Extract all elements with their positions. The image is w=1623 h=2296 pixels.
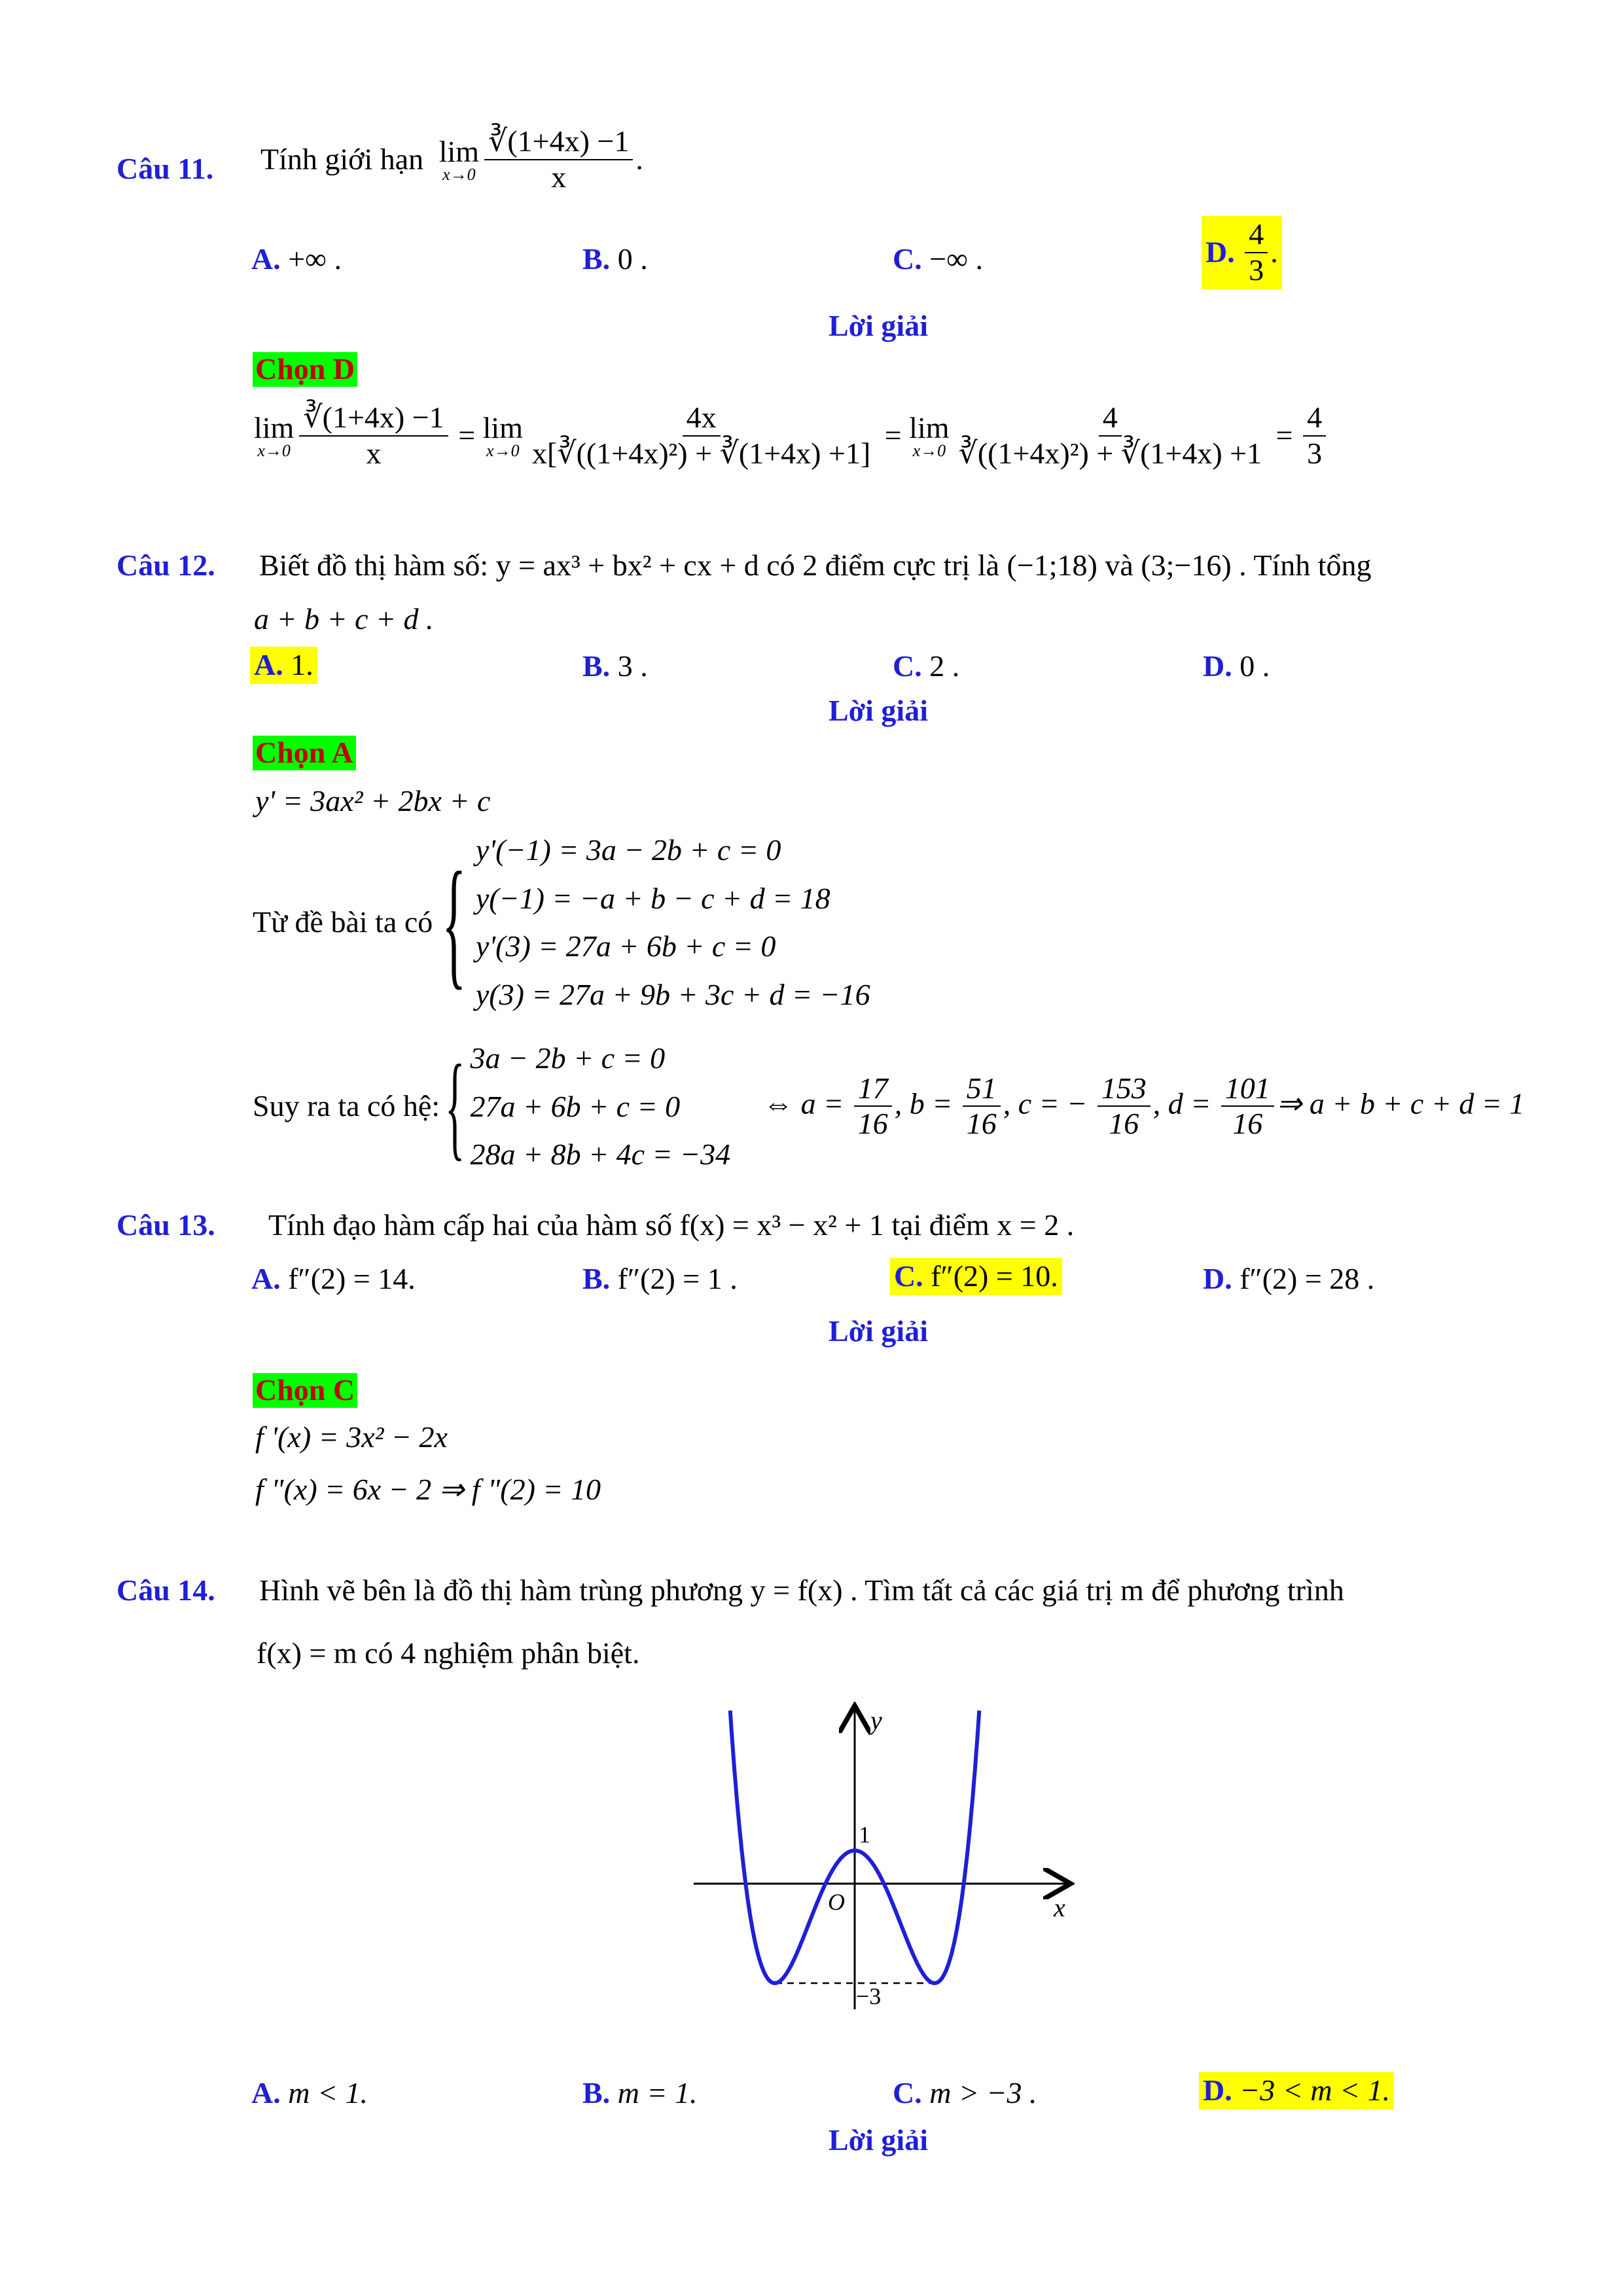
q14-option-c-text: m > −3 . xyxy=(929,2076,1037,2109)
q13-line1: f '(x) = 3x² − 2x xyxy=(255,1420,448,1454)
q14-y-label: y xyxy=(870,1706,882,1735)
q14-option-a-label: A. xyxy=(251,2076,281,2109)
q13-option-c[interactable] xyxy=(890,1258,1062,1295)
q11-stem-text: Tính giới hạn xyxy=(260,142,424,176)
q12-system2-block xyxy=(253,1034,1524,1179)
q14-loi-giai: Lời giải xyxy=(829,2123,928,2157)
q13-option-d-text: f″(2) = 28 . xyxy=(1240,1262,1375,1295)
q12-system2-eq1: 3a − 2b + c = 0 xyxy=(470,1041,666,1075)
q12-option-b-label: B. xyxy=(582,649,611,683)
q11-sol-lim-1: lim x→0 xyxy=(254,410,294,461)
q14-option-a-text: m < 1. xyxy=(288,2076,368,2109)
q14-stem-line1: Hình vẽ bên là đồ thị hàm trùng phương y = f(x) . Tìm tất cả các giá trị m để phương trình xyxy=(259,1573,1344,1607)
q12-system1-eq2: y(−1) = −a + b − c + d = 18 xyxy=(475,881,830,915)
q12-system2-eq2: 27a + 6b + c = 0 xyxy=(470,1089,681,1123)
q13-option-a-text: f″(2) = 14. xyxy=(288,1262,416,1295)
q12-option-b[interactable] xyxy=(582,649,648,684)
q12-system2 xyxy=(471,1034,731,1179)
q11-option-b[interactable] xyxy=(582,242,648,277)
q14-option-b-label: B. xyxy=(582,2076,611,2109)
q11-stem: Tính giới hạn lim x→0 $\frac{∛(1+4x) -1}{x}$ . xyxy=(260,124,643,194)
q13-option-b[interactable] xyxy=(582,1262,738,1297)
q11-option-d-num: 4 xyxy=(1245,217,1268,253)
q14-option-c-label: C. xyxy=(893,2076,922,2109)
q14-max-label: 1 xyxy=(859,1821,870,1848)
q11-loi-giai: Lời giải xyxy=(829,309,928,342)
q11-option-b-label: B. xyxy=(582,242,611,276)
q12-system1-eq1: y'(−1) = 3a − 2b + c = 0 xyxy=(475,833,781,867)
q14-option-a[interactable] xyxy=(251,2076,368,2111)
q12-option-b-text: 3 . xyxy=(617,649,648,683)
q12-system1-block xyxy=(253,826,870,1018)
q11-option-c[interactable] xyxy=(893,242,983,277)
q12-option-a-label: A. xyxy=(254,648,283,681)
q11-lim: lim x→0 xyxy=(438,134,480,185)
q12-option-d-label: D. xyxy=(1203,649,1232,683)
q11-option-d-den: 3 xyxy=(1249,253,1264,287)
q13-option-a-label: A. xyxy=(251,1262,281,1295)
q12-tu-de: Từ đề bài ta có xyxy=(253,905,433,939)
q11-fraction-den: x xyxy=(551,160,567,194)
q12-system1-eq3: y'(3) = 27a + 6b + c = 0 xyxy=(475,929,776,963)
q12-option-d[interactable] xyxy=(1203,649,1270,684)
q12-system2-eq3: 28a + 8b + 4c = −34 xyxy=(470,1138,731,1172)
q11-fraction-num: ∛(1+4x) −1 xyxy=(484,124,633,160)
q11-option-a[interactable] xyxy=(251,242,342,277)
q11-fraction xyxy=(484,124,633,195)
q12-result: ⇔ a = $\frac{17}{16}$ , b = $\frac{51}{16}$ , c = − $\frac{153}{16}$ , d = $\frac{101}{16}$ ⇒ a + b + c + d = 1 xyxy=(763,1071,1525,1141)
q12-option-a[interactable] xyxy=(250,647,317,684)
q12-derivative: y' = 3ax² + 2bx + c xyxy=(255,784,491,817)
q14-graph xyxy=(681,1702,1099,2068)
q12-system1-brace: { xyxy=(442,842,467,1003)
q11-option-b-text: 0 . xyxy=(617,242,648,276)
q13-option-b-label: B. xyxy=(582,1262,611,1295)
q12-option-c-text: 2 . xyxy=(929,649,960,683)
q12-option-c[interactable] xyxy=(893,649,959,684)
q12-loi-giai: Lời giải xyxy=(829,694,928,727)
q11-option-a-label: A. xyxy=(251,242,281,276)
q13-line2: f "(x) = 6x − 2 ⇒ f "(2) = 10 xyxy=(255,1473,601,1506)
q14-option-b[interactable] xyxy=(582,2076,697,2111)
q14-option-d[interactable] xyxy=(1199,2072,1394,2109)
q12-system2-brace: { xyxy=(445,1041,465,1172)
q12-suy-ra: Suy ra ta có hệ: xyxy=(253,1088,440,1122)
q13-chon: Chọn C xyxy=(253,1373,357,1408)
q13-loi-giai: Lời giải xyxy=(829,1314,928,1348)
q14-origin-label: O xyxy=(828,1889,845,1915)
q11-lim-sub: x→0 xyxy=(442,165,476,185)
q14-option-d-text: −3 < m < 1. xyxy=(1240,2073,1391,2107)
q14-stem-line2: f(x) = m có 4 nghiệm phân biệt. xyxy=(257,1636,640,1670)
q14-option-c[interactable] xyxy=(893,2076,1037,2111)
q14-x-label: x xyxy=(1054,1893,1065,1922)
q14-option-b-text: m = 1. xyxy=(617,2076,698,2109)
q12-option-a-text: 1. xyxy=(291,648,313,681)
q11-chon: Chọn D xyxy=(253,352,357,387)
q13-stem: Tính đạo hàm cấp hai của hàm số f(x) = x³ − x² + 1 tại điểm x = 2 . xyxy=(268,1208,1075,1242)
q13-option-d-label: D. xyxy=(1203,1262,1232,1295)
q11-sol-frac-1: $\frac{∛(1+4x) -1}{x}$ xyxy=(299,401,448,471)
q11-sol-frac-3: $\frac{4}{\text{∛((1+4x)²) + ∛(1+4x) +1}}$ xyxy=(958,401,1262,470)
q12-system1 xyxy=(476,826,870,1018)
q12-option-d-text: 0 . xyxy=(1240,649,1270,683)
q11-option-c-label: C. xyxy=(893,242,922,276)
q11-option-d-label: D. xyxy=(1205,235,1235,269)
q12-number: Câu 12. xyxy=(116,548,215,582)
q14-min-label: −3 xyxy=(856,1983,882,2009)
q13-option-c-text: f″(2) = 10. xyxy=(931,1259,1058,1293)
q12-option-c-label: C. xyxy=(893,649,922,683)
q11-option-a-text: +∞ . xyxy=(288,242,342,276)
q13-option-b-text: f″(2) = 1 . xyxy=(617,1262,738,1295)
q12-chon: Chọn A xyxy=(253,736,356,770)
q11-number: Câu 11. xyxy=(116,152,214,185)
q13-number: Câu 13. xyxy=(116,1208,215,1242)
q11-sol-frac-2: $\frac{4x}{\text{x[∛((1+4x)²) + ∛(1+4x) +1]}}$ xyxy=(531,401,871,470)
q12-stem-line1: Biết đồ thị hàm số: y = ax³ + bx² + cx + d có 2 điểm cực trị là (−1;18) và (3;−16) . Tính tổng xyxy=(259,548,1372,582)
q14-option-d-label: D. xyxy=(1203,2073,1232,2107)
q11-option-d[interactable]: D. $\frac{4}{3}$ . xyxy=(1202,216,1282,289)
q13-option-a[interactable] xyxy=(251,1262,416,1297)
q13-option-c-label: C. xyxy=(894,1259,923,1293)
q11-option-c-text: −∞ . xyxy=(929,242,983,276)
q11-sol-lim-3: lim x→0 xyxy=(909,410,950,461)
q12-system1-eq4: y(3) = 27a + 9b + 3c + d = −16 xyxy=(475,977,870,1011)
q13-option-d[interactable] xyxy=(1203,1262,1374,1297)
q11-option-d-fraction xyxy=(1245,217,1268,288)
q11-solution: lim x→0 $\frac{∛(1+4x) -1}{x}$ = lim x→0 $\frac{4x}{\text{x[∛((1+4x)²) + ∛(1+4x) +1]}}$ = lim x→0 $\frac{4}{\text{∛((1+4x)²) + ∛(1+4x) +1}}$ = $\frac{4}{3}$ xyxy=(254,401,1329,471)
q14-number: Câu 14. xyxy=(116,1573,215,1607)
q11-sol-lim-2: lim x→0 xyxy=(482,410,523,461)
q11-sol-result: $\frac{4}{3}$ xyxy=(1303,401,1326,471)
q12-stem-line2: a + b + c + d . xyxy=(254,602,434,636)
